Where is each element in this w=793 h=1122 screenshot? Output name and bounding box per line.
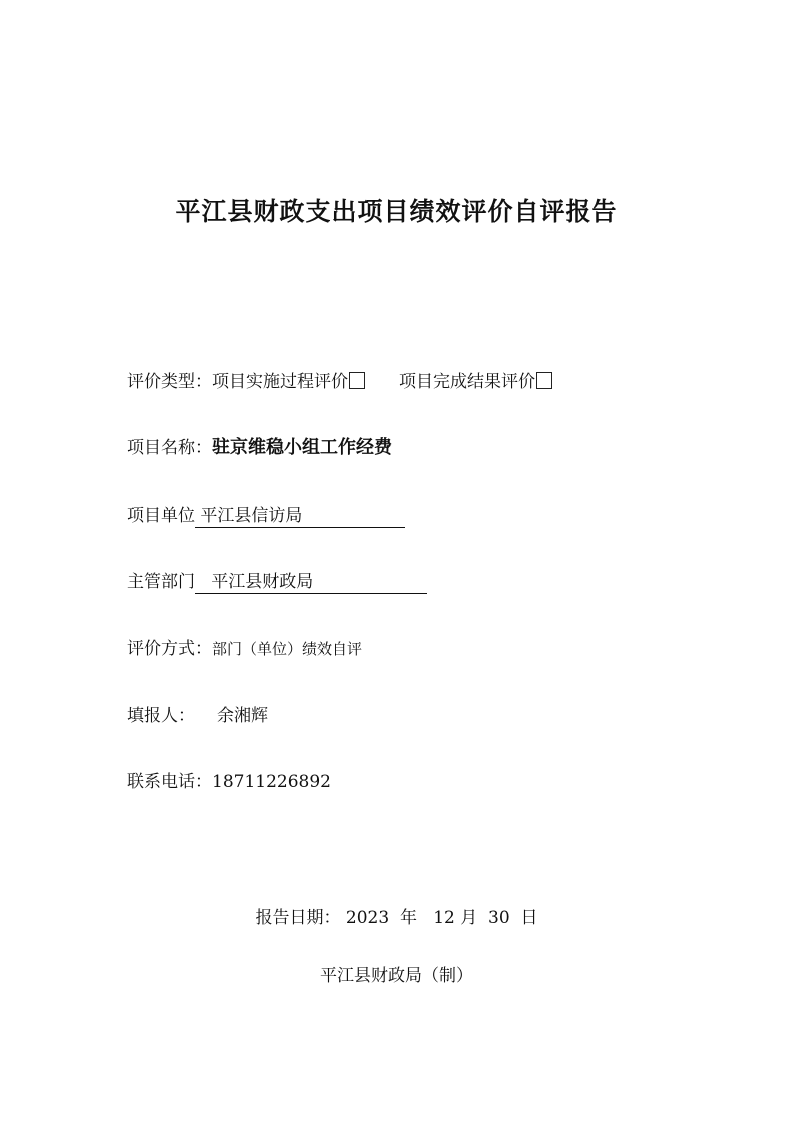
eval-type-label: 评价类型： (127, 372, 212, 392)
filler-label: 填报人： (127, 706, 195, 726)
eval-method-value: 部门（单位）绩效自评 (212, 640, 363, 658)
report-date-day-unit: 日 (520, 908, 538, 928)
eval-type-row (127, 367, 552, 392)
eval-type-option-result: 项目完成结果评价 (399, 372, 535, 392)
report-date-label: 报告日期： (255, 908, 341, 928)
eval-method-label: 评价方式： (127, 639, 212, 659)
phone-row (127, 767, 331, 792)
report-date (0, 903, 793, 928)
phone-label: 联系电话： (127, 772, 212, 792)
phone-value: 18711226892 (212, 772, 331, 792)
project-unit-value: 平江县信访局 (200, 506, 303, 526)
supervisor-row (127, 567, 427, 594)
project-name-label: 项目名称： (127, 438, 212, 458)
checkbox-result[interactable] (536, 372, 552, 389)
project-unit-row (127, 501, 405, 528)
filler-value: 余湘辉 (217, 706, 268, 726)
report-date-year-unit: 年 (399, 908, 417, 928)
project-name-value: 驻京维稳小组工作经费 (212, 437, 392, 458)
project-unit-field (195, 501, 405, 528)
report-date-year: 2023 (345, 908, 390, 928)
report-date-day: 30 (488, 908, 510, 928)
eval-type-option-process: 项目实施过程评价 (212, 372, 348, 392)
eval-method-row (127, 634, 362, 659)
supervisor-label: 主管部门 (127, 572, 195, 592)
project-unit-label: 项目单位 (127, 506, 195, 526)
report-date-month-unit: 月 (460, 908, 478, 928)
supervisor-value: 平江县财政局 (211, 572, 314, 592)
supervisor-field (195, 567, 427, 594)
issuer: 平江县财政局（制） (320, 966, 473, 986)
report-date-month: 12 (433, 908, 455, 928)
project-name-row (127, 433, 392, 459)
filler-row (127, 701, 268, 726)
checkbox-process[interactable] (349, 372, 365, 389)
page-title: 平江县财政支出项目绩效评价自评报告 (175, 197, 618, 226)
